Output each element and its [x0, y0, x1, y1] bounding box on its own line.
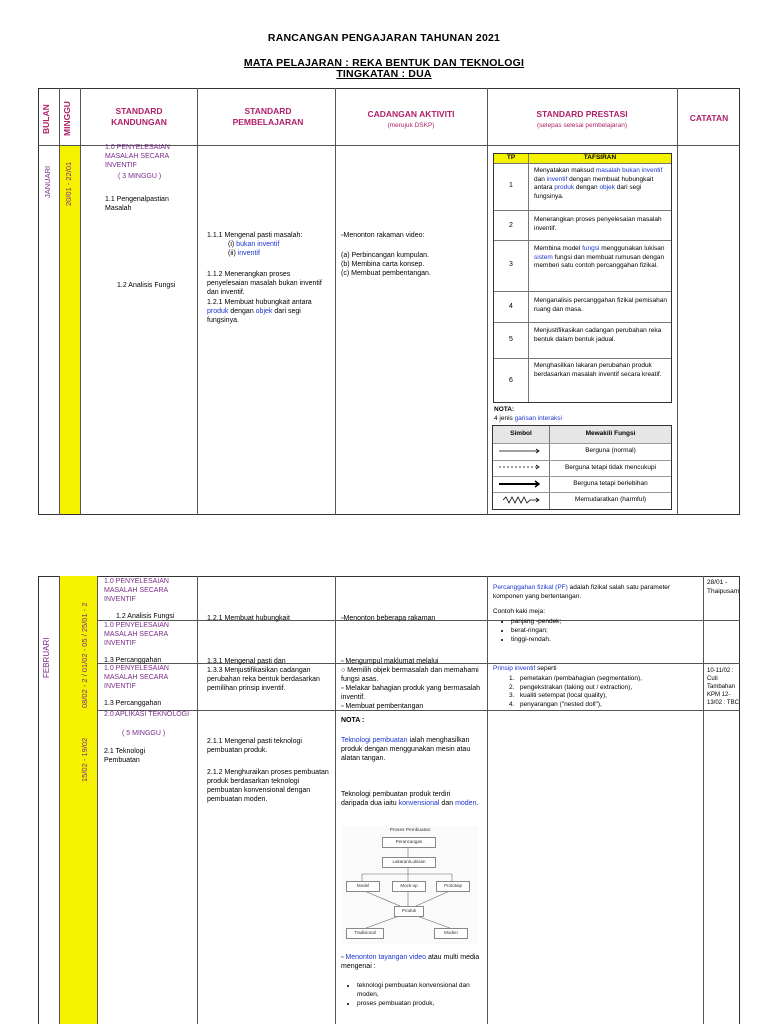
- sp-2d2: 2.1.2 Menghuraikan proses pembuatan produk berdasarkan teknologi pembuatan konvensional dengan pembuatan moden.: [207, 769, 329, 803]
- diagram-node: Model: [346, 881, 380, 892]
- ca-2b2: ○ Memilih objek bermasalah dan memahami fungsi asas.: [341, 667, 479, 683]
- nota-label: NOTA:: [494, 406, 515, 413]
- arrow-thick-icon: [499, 481, 539, 487]
- simbol-header: Simbol: [510, 430, 532, 437]
- spr-pi: Prinsip inventif seperti: [493, 665, 557, 672]
- arrow-dashed-icon: [499, 465, 539, 469]
- ca-nota-p1: Teknologi pembuatan ialah menghasilkan produk dengan menggunakan mesin atau alatan tangan.: [341, 737, 471, 762]
- header-standard-kandungan: STANDARD KANDUNGAN: [111, 106, 167, 127]
- ca-2b4: ▫ Membuat pembentangan: [341, 703, 424, 710]
- fungsi-header: Mewakili Fungsi: [585, 430, 636, 437]
- unit-title-2c: 1.0 PENYELESAIAN MASALAH SECARA INVENTIF: [104, 665, 169, 690]
- spr-pf: Percanggahan fizikal (PF) adalah fizikal salah satu parameter komponen yang bertentangan.: [493, 584, 671, 600]
- catatan-cuti: 10-11/02 : Cuti Tambahan KPM 12-13/02 : TBC: [707, 668, 739, 706]
- ca-intro: ▫Menonton rakaman video:: [341, 232, 425, 239]
- unit-title-2a: 1.0 PENYELESAIAN MASALAH SECARA INVENTIF: [104, 578, 169, 603]
- sk-item-2b: 1.3 Percanggahan: [104, 657, 162, 664]
- tafsiran-col-header: TAFSIRAN: [583, 154, 617, 161]
- diagram-node: Moden: [434, 928, 468, 939]
- sp-1-2-1: 1.2.1 Membuat hubungkait antara produk dengan objek dari segi fungsinya.: [207, 299, 312, 324]
- list-item: • teknologi pembuatan konvensional dan moden,: [357, 981, 481, 999]
- week-label-overlap: 08/02 - 2 / 01/02 - 05 / 25/01 - 2: [80, 602, 89, 708]
- ca-video: ▫ Menonton tayangan video atau multi media mengenai :: [341, 954, 480, 970]
- header-bulan: BULAN: [41, 104, 51, 134]
- header-minggu: MINGGU: [62, 101, 72, 137]
- form-title: TINGKATAN : DUA: [336, 68, 432, 80]
- tp-row: 6 Menghasilkan lakaran perubahan produk berdasarkan masalah inventif secara kreatif.: [494, 358, 671, 403]
- sk-item-2a: 1.2 Analisis Fungsi: [116, 613, 175, 620]
- tp-row: 1 Menyatakan maksud masalah bukan inventif dan inventif dengan membuat hubungkait antara produk dengan objek dari segi fungsinya.: [494, 163, 671, 210]
- header-catatan: CATATAN: [689, 113, 729, 123]
- tp-row: 5 Menjustifikasikan cadangan perubahan reka bentuk dalam bentuk jadual.: [494, 322, 671, 358]
- subject-title: MATA PELAJARAN : REKA BENTUK DAN TEKNOLOGI: [243, 57, 525, 69]
- ca-video-list: [345, 981, 481, 1008]
- week-label: 20/01 - 22/01: [64, 161, 73, 206]
- sp-2d1: 2.1.1 Mengenal pasti teknologi pembuatan produk.: [207, 738, 302, 754]
- fungsi-row: Memudaratkan (harmful): [574, 496, 647, 503]
- list-item: • proses pembuatan produk,: [357, 999, 481, 1008]
- nota-label-2: NOTA :: [341, 717, 365, 724]
- sk-item-1-1: 1.1 Pengenalpastian Masalah: [105, 196, 169, 212]
- ca-c: (c) Membuat pembentangan.: [341, 270, 431, 277]
- spr-contoh-list: [499, 617, 699, 644]
- fungsi-row: Berguna (normal): [585, 447, 636, 454]
- diagram-node: Mock-up: [392, 881, 426, 892]
- header-standard-pembelajaran: STANDARD PEMBELAJARAN: [232, 106, 304, 127]
- interaction-lines-table: [492, 425, 672, 510]
- unit-title: 1.0 PENYELESAIAN MASALAH SECARA INVENTIF: [105, 144, 170, 169]
- page-title: RANCANGAN PENGAJARAN TAHUNAN 2021: [267, 32, 501, 44]
- unit-weeks: ( 3 MINGGU ): [118, 173, 162, 180]
- sp-2c: 1.3.3 Menjustifikasikan cadangan perubahan reka bentuk berdasarkan pemilihan prinsip inventif.: [207, 667, 320, 692]
- process-diagram: [342, 826, 478, 944]
- tp-row: 3 Membina model fungsi menggunakan lukisan sistem fungsi dan membuat rumusan dengan memberi satu contoh percanggahan fizikal.: [494, 240, 671, 291]
- ca-2b3: ▫ Melakar bahagian produk yang bermasalah inventif.: [341, 685, 481, 701]
- spr-contoh: Contoh kaki meja:: [493, 608, 546, 615]
- spr-pi-list: 1. pemetakan /pembahagian (segmentation), 2. pengekstrakan (taking out / extraction), 3. kualiti setempat (local quality), 4. penyarangan ("nested doll"),: [509, 675, 642, 708]
- diagram-node: Tradisional: [346, 928, 384, 939]
- ca-2b1: ▫ Mengumpul maklumat melalui: [341, 658, 439, 665]
- ca-nota-p2: Teknologi pembuatan produk terdiri daripada dua iaitu konvensional dan moden.: [341, 791, 479, 807]
- sp-2a: 1.2.1 Membuat hubungkait: [207, 615, 290, 622]
- sp-1-1-1-ii: (ii) inventif: [228, 250, 260, 257]
- tp-table: [493, 153, 672, 403]
- fungsi-row: Berguna tetapi tidak mencukupi: [564, 464, 657, 471]
- sk-item-2d: 2.1 Teknologi Pembuatan: [104, 748, 146, 764]
- tp-row: 2 Menerangkan proses penyelesaian masalah inventif.: [494, 210, 671, 240]
- sp-2b: 1.3.1 Mengenal pasti dan: [207, 658, 286, 665]
- month-label: JANUARI: [43, 165, 52, 198]
- sk-item-1-2: 1.2 Analisis Fungsi: [117, 282, 176, 289]
- sp-1-1-2: 1.1.2 Menerangkan proses penyelesaian masalah bukan inventif dan inventif.: [207, 271, 322, 296]
- list-item: • panjang -pendek;: [511, 617, 699, 626]
- ca-b: (b) Membina carta konsep.: [341, 261, 425, 268]
- arrow-zigzag-icon: [503, 497, 539, 503]
- week-label-2: 15/02 - 19/02: [80, 737, 89, 782]
- ca-2a: ▫Menonton beberapa rakaman: [341, 615, 436, 622]
- arrow-normal-icon: [499, 449, 539, 453]
- unit-title-2b: 1.0 PENYELESAIAN MASALAH SECARA INVENTIF: [104, 622, 169, 647]
- diagram-node: Perancangan: [382, 837, 436, 848]
- catatan-thaipusam: 28/01 - Thaipusam: [707, 579, 740, 595]
- month-label-2: FEBRUARI: [42, 637, 51, 678]
- tp-row: 4 Menganalisis percanggahan fizikal pemisahan ruang dan masa.: [494, 291, 671, 322]
- diagram-node: Lakaran/Lukisan: [382, 857, 436, 868]
- sp-1-1-1: 1.1.1 Mengenal pasti masalah:: [207, 232, 303, 239]
- unit-weeks-2d: ( 5 MINGGU ): [122, 730, 166, 737]
- tp-col-header: TP: [506, 154, 516, 161]
- list-item: • tinggi-rendah.: [511, 635, 699, 644]
- sp-1-1-1-i: (i) bukan inventif: [228, 241, 280, 248]
- interaction-symbols: [493, 443, 549, 509]
- diagram-title: Proses Pembuatan: [389, 828, 431, 833]
- ca-a: (a) Perbincangan kumpulan.: [341, 252, 429, 259]
- fungsi-row: Berguna tetapi berlebihan: [573, 480, 648, 487]
- header-standard-prestasi: STANDARD PRESTASI (selepas selesai pembelajaran): [536, 109, 628, 129]
- sk-item-2c: 1.3 Percanggahan: [104, 700, 162, 707]
- diagram-node: Prototaip: [436, 881, 470, 892]
- diagram-node: Produk: [394, 906, 424, 917]
- header-cadangan-aktiviti: CADANGAN AKTIVITI (merujuk DSKP): [367, 109, 455, 129]
- nota-line: 4 jenis garisan interaksi: [494, 415, 562, 422]
- unit-title-2d: 2.0 APLIKASI TEKNOLOGI: [104, 711, 190, 718]
- list-item: • berat-ringan;: [511, 626, 699, 635]
